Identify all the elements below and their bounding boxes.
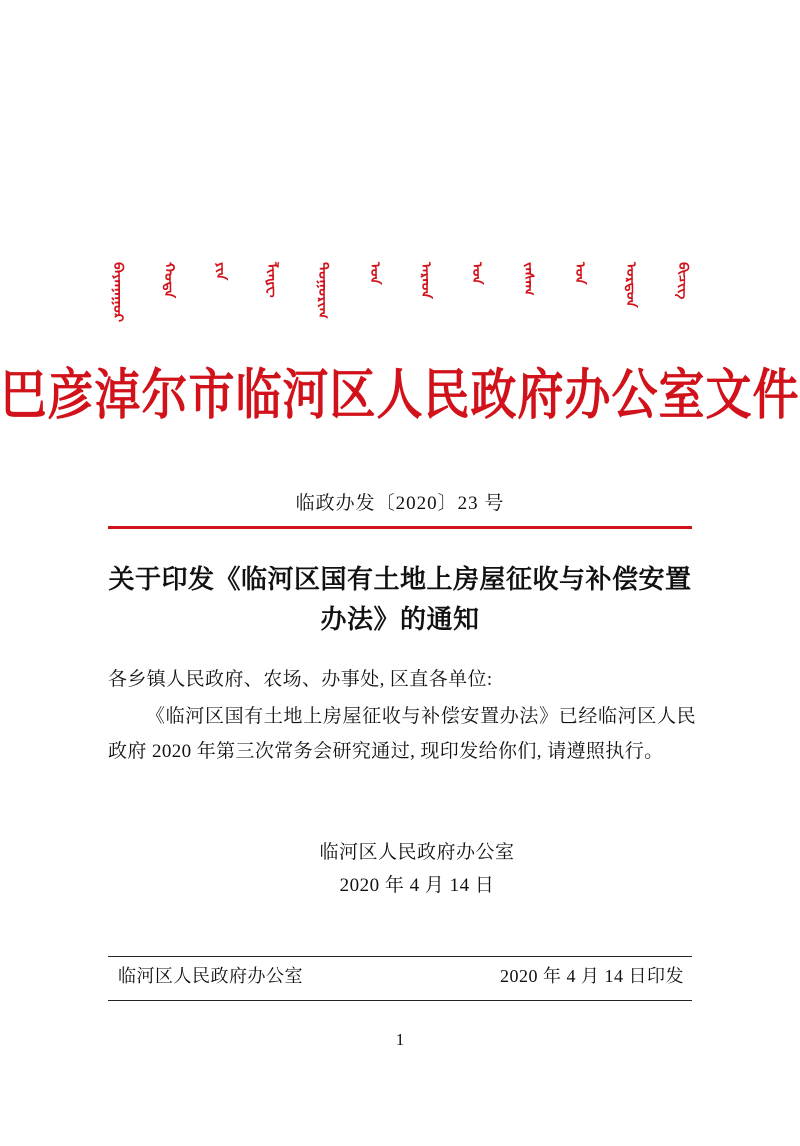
footer-issuer: 临河区人民政府办公室 xyxy=(118,966,303,986)
signature-block xyxy=(0,836,800,903)
mongolian-glyph-column: ᠶᠢᠨ xyxy=(213,262,229,281)
mongolian-glyph-column: ᠪᠢᠴᠢᠭ xyxy=(675,262,691,300)
mongolian-glyph-column: ᠯᠢᠨᠾᠧ xyxy=(264,262,280,298)
mongolian-glyph-column: ᠬᠣᠲᠠ xyxy=(161,262,178,299)
mongolian-glyph-column: ᠤᠨ xyxy=(572,262,588,285)
footer-issue-date: 2020 年 4 月 14 日印发 xyxy=(500,966,684,986)
signature-org: 临河区人民政府办公室 xyxy=(319,842,515,863)
footer-divider-bottom xyxy=(108,1000,692,1001)
page-number: 1 xyxy=(395,1030,405,1049)
mongolian-glyph-column: ᠠᠷᠠᠳ xyxy=(418,262,434,299)
mongolian-glyph-column: ᠤᠨ xyxy=(469,262,486,285)
red-divider xyxy=(108,526,692,529)
page-title: 关于印发《临河区国有土地上房屋征收与补偿安置办法》的通知 xyxy=(108,565,692,635)
recipients-line: 各乡镇人民政府、农场、办事处, 区直各单位: xyxy=(108,669,493,690)
mongolian-glyph-column: ᠵᠠᠰᠠᠭ xyxy=(521,262,537,296)
document-org-title: 巴彦淖尔市临河区人民政府办公室文件 xyxy=(0,362,800,427)
mongolian-glyph-column: ᠣᠷᠳᠣᠨ xyxy=(623,262,640,308)
mongolian-glyph-column: ᠤᠨ xyxy=(367,262,383,285)
footer-divider-top xyxy=(108,956,692,957)
body-paragraph: 《临河区国有土地上房屋征收与补偿安置办法》已经临河区人民政府 2020 年第三次常务会研究通过, 现印发给你们, 请遵照执行。 xyxy=(108,706,696,763)
document-number: 临政办发〔2020〕23 号 xyxy=(295,493,505,514)
mongolian-glyph-column: ᠲᠣᠭᠣᠷᠢᠭ xyxy=(315,262,332,319)
mongolian-script-header xyxy=(110,262,690,332)
footer xyxy=(118,962,684,988)
mongolian-glyph-column: ᠪᠠᠶᠠᠨᠨᠠᠭᠤᠷ xyxy=(110,262,126,323)
document-body xyxy=(108,662,696,771)
signature-date: 2020 年 4 月 14 日 xyxy=(339,875,495,897)
